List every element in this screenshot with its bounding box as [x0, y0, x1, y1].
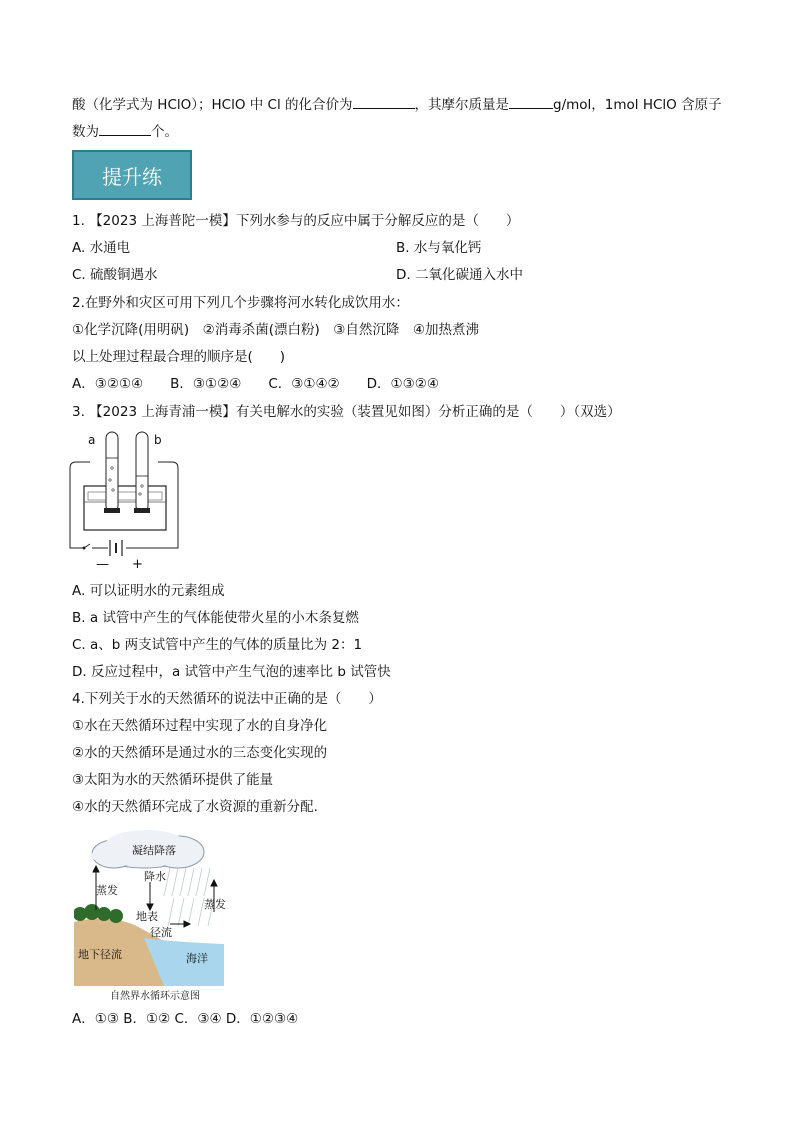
intro-text: 数为: [72, 124, 99, 140]
q1-option-c: C. 硫酸铜遇水: [72, 267, 158, 283]
q4-statement-2: ②水的天然循环是通过水的三态变化实现的: [72, 745, 328, 761]
q2-stem: 2.在野外和灾区可用下列几个步骤将河水转化成饮用水：: [72, 295, 409, 311]
runoff-label: 径流: [150, 926, 172, 939]
section-title-banner: [72, 150, 192, 200]
intro-line-1: [72, 94, 722, 115]
q2-options: A．③②①④ B．③①②④ C．③①④② D．①③②④: [72, 376, 439, 392]
q1-option-d: D. 二氧化碳通入水中: [396, 267, 523, 283]
beaker: [84, 486, 166, 530]
q2-steps: ①化学沉降(用明矾) ②消毒杀菌(漂白粉) ③自然沉降 ④加热煮沸: [72, 322, 479, 338]
q3-option-b: B. a 试管中产生的气体能使带火星的小木条复燃: [72, 610, 359, 626]
switch-pivot: [83, 547, 86, 550]
tube-a-label: a: [88, 433, 96, 447]
intro-text: g/mol，1mol HClO 含原子: [553, 97, 722, 113]
q4-statement-4: ④水的天然循环完成了水资源的重新分配.: [72, 799, 318, 815]
answer-blank: [99, 121, 151, 136]
water-cycle-figure: [74, 826, 232, 1004]
tube-a: [106, 432, 118, 512]
q1-options-row-1: [72, 238, 722, 258]
cloud-label: 凝结降落: [132, 844, 176, 857]
q2-ask: 以上处理过程最合理的顺序是( ): [72, 349, 286, 365]
stand: [88, 492, 162, 500]
q1-option-a: A. 水通电: [72, 240, 131, 256]
groundwater-label: 地下径流: [78, 948, 122, 961]
q4-statement-3: ③太阳为水的天然循环提供了能量: [72, 772, 274, 788]
answer-blank: [509, 94, 553, 109]
q1-options-row-2: [72, 265, 722, 285]
ocean-label: 海洋: [186, 952, 208, 965]
electrode-b: [134, 508, 150, 513]
q4-stem: 4.下列关于水的天然循环的说法中正确的是（ ）: [72, 691, 382, 707]
wire-right: [126, 462, 178, 548]
evaporation-right-label: 蒸发: [204, 898, 226, 911]
q3-option-c: C. a、b 两支试管中产生的气体的质量比为 2：1: [72, 637, 363, 653]
positive-sign: +: [132, 557, 143, 572]
intro-text: 酸（化学式为 HClO）；HClO 中 Cl 的化合价为: [72, 97, 353, 113]
q4-options: A．①③ B．①② C．③④ D．①②③④: [72, 1011, 299, 1027]
surface-label: 地表: [136, 910, 158, 923]
q3-stem: 3. 【2023 上海青浦一模】有关电解水的实验（装置见如图）分析正确的是（ ）（双选）: [72, 404, 621, 420]
precipitation-label: 降水: [144, 870, 166, 883]
electrode-a: [104, 508, 120, 513]
q3-option-d: D. 反应过程中，a 试管中产生气泡的速率比 b 试管快: [72, 664, 391, 680]
section-title: 提升练: [102, 164, 162, 189]
q3-option-a: A. 可以证明水的元素组成: [72, 583, 225, 599]
q1-option-b: B. 水与氧化钙: [396, 240, 482, 256]
q4-statement-1: ①水在天然循环过程中实现了水的自身净化: [72, 718, 328, 734]
wire-left: [70, 462, 90, 548]
answer-blank: [353, 94, 415, 109]
negative-sign: —: [96, 557, 109, 572]
tube-b-label: b: [154, 433, 162, 447]
evaporation-left-label: 蒸发: [96, 884, 118, 897]
intro-text: ，其摩尔质量是: [414, 97, 510, 113]
electrolysis-apparatus-figure: [66, 428, 186, 574]
figure-caption: 自然界水循环示意图: [110, 991, 200, 1002]
tube-b: [136, 432, 148, 512]
q1-stem: 1. 【2023 上海普陀一模】下列水参与的反应中属于分解反应的是（ ）: [72, 213, 520, 229]
intro-line-2: [72, 121, 178, 142]
intro-text: 个。: [151, 124, 178, 140]
